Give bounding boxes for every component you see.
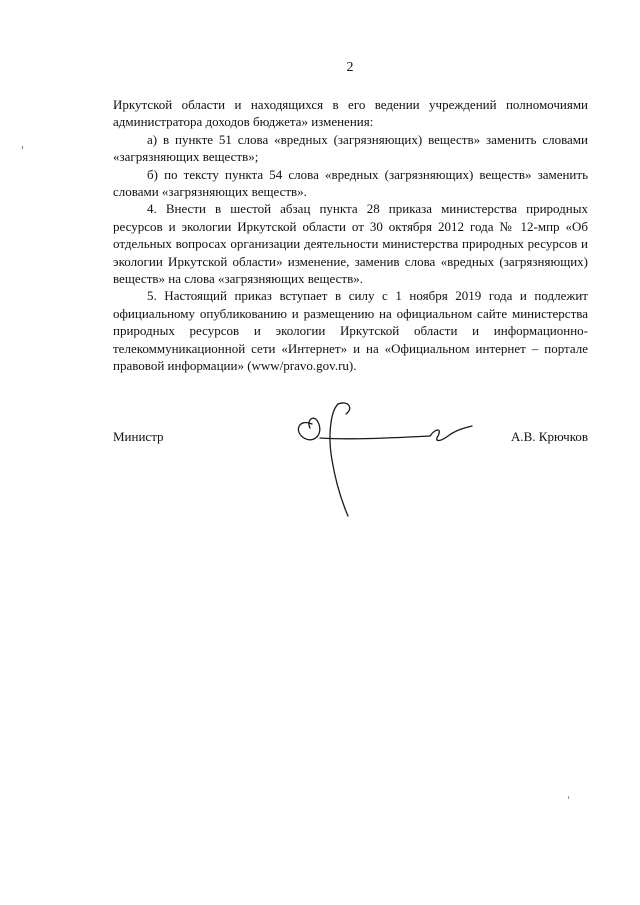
paragraph-item-a: а) в пункте 51 слова «вредных (загрязняющих) веществ» заменить словами «загрязняющих веществ»;: [113, 131, 588, 165]
paragraph-item-b: б) по тексту пункта 54 слова «вредных (загрязняющих) веществ» заменить словами «загрязняющих веществ».: [113, 166, 588, 200]
paragraph-continuation: Иркутской области и находящихся в его ведении учреждений полномочиями администратора доходов бюджета» изменения:: [113, 97, 588, 130]
signatory-name: А.В. Крючков: [510, 429, 588, 444]
handwritten-signature: [290, 398, 480, 523]
paragraph-4: 4. Внести в шестой абзац пункта 28 приказа министерства природных ресурсов и экологии Иркутской области от 30 октября 2012 года № 12-мпр «Об отдельных вопросах организации деятельности министерства природных ресурсов и экологии Иркутской области» изменение, заменив слова «вредных (загрязняющих) веществ» на слова «загрязняющих веществ».: [113, 201, 588, 287]
scan-speck: [22, 146, 23, 149]
scan-speck-2: [568, 796, 569, 799]
page-number: 2: [346, 60, 354, 75]
signatory-title: Министр: [113, 429, 164, 444]
document-body: [113, 96, 588, 375]
paragraph-5: 5. Настоящий приказ вступает в силу с 1 ноября 2019 года и подлежит официальному опубликованию и размещению на официальном сайте министерства природных ресурсов и экологии Иркутской области и информационно-телекоммуникационной сети «Интернет» и на «Официальном интернет – портале правовой информации» (www/pravo.gov.ru).: [113, 288, 588, 374]
